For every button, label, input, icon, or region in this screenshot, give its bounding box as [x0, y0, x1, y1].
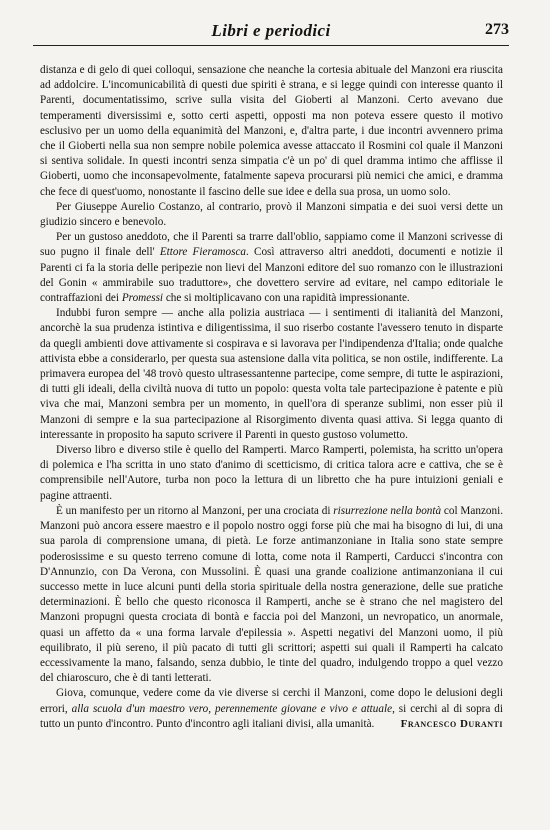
- paragraph: [40, 504, 503, 686]
- text-run: Per un gustoso aneddoto, che il Parenti sa trarre dall'oblio, sappiamo come il Manzoni scrivesse di suo pugno il finale dell': [40, 231, 503, 259]
- italic-title: Promessi: [121, 292, 164, 305]
- text-run: Giova, comunque, vedere come da vie diverse si cerchi il Manzoni, come dopo le delusioni degli errori,: [40, 687, 503, 715]
- paragraph: Indubbi furon sempre — anche alla polizia austriaca — i sentimenti di italianità del Manzoni, ancorchè la sua prudenza istintiva e diligentissima, il suo riserbo costante l'avessero tenuto in disparte da quegli ambienti dove attivamente si cospirava e si lavorava per l'indipendenza d'Italia; onde qualche attivista ebbe a considerarlo, per questa sua astensione dalla vita politica, se non ostile, indifferente. La primavera europea del '48 trovò questo ultrasessantenne partecipe, come sempre, di tutte le aspirazioni, di tutti gli ideali, della civiltà nuova di tutto un popolo: questa volta tale partecipazione è patente e più viva che mai, Manzoni sembra per un momento, in quell'ora di speranze sublimi, non esser più il Manzoni di sempre e la sua partecipazione al Risorgimento diventa quasi attiva. Si legga quanto di interessante in proposito ha saputo scrivere il Parenti in questo gustoso volumetto.: [40, 307, 503, 441]
- running-header: [33, 18, 509, 46]
- paragraph: [40, 230, 503, 306]
- running-title: Libri e periodici: [211, 21, 331, 40]
- text-run: col Manzoni. Manzoni può ancora essere maestro e il popolo nostro oggi forse più che mai ha bisogno di lui, di una sua parola di comprensione umana, di pietà. Le forze antimanzoniane in Italia sono state sempre poderosissime e su questo terreno comune di lotta, come nota il Ramperti, Carducci s'incontra con D'Annunzio, con Da Verona, con Mussolini. È quasi una grande coalizione antimanzoniana il cui successo mette in luce alcuni punti della storia spirituale della nostra generazione, delle sue pratiche determinazioni. È bello che questo riconosca il Ramperti, anche se è strano che nel magistero del Manzoni propugni questa crociata di bontà e faccia poi del Manzoni, un nevropatico, un anormale, quasi un affetto da « una forma larvale d'epilessia ». Aspetti negativi del Manzoni uomo, il più equilibrato, il più sereno, il più pacato di tutti gli scrittori; aspetti sui quali il Ramperti ha calcato eccessivamente la mano, falsando, senza dubbio, le tinte del quadro, indulgendo troppo a quel vezzo del chiaroscuro, che è di tanti letterati.: [40, 504, 503, 685]
- italic-title: Ettore Fieramosca: [159, 246, 247, 259]
- paragraph: distanza e di gelo di quei colloqui, sensazione che neanche la cortesia abituale del Manzoni era riuscita ad addolcire. L'incomunicabilità di questi due spiriti è strana, e si legge quindi con interesse quanto il Parenti, documentatissimo, scrive sulla visita del Gioberti al Manzoni. Certo avevano due temperamenti diversissimi e, sotto certi aspetti, opposti ma non poteva essere questo il motivo esclusivo per un uomo della equanimità del Manzoni, e, d'altra parte, i due incontri avvennero prima che il Gioberti nella sua non sempre nobile polemica avesse attaccato il Rosmini col quale il Manzoni si sentiva solidale. In questi incontri senza simpatia c'è un po' di quel dramma intimo che afflisse il Gioberti, uomo che inconsapevolmente, fatalmente sapeva procurarsi più nemici che amici, e dramma che fece di quest'uomo, nonostante il fascino delle sue idee e della sua prosa, un uomo solo.: [40, 64, 503, 198]
- text-run: È un manifesto per un ritorno al Manzoni, per una crociata di: [56, 504, 334, 517]
- text-run: , si cerchi al di sopra di tutto un punto d'incontro. Punto d'incontro agli italiani divisi, alla umanità.: [40, 702, 503, 730]
- header-rule: [33, 45, 509, 46]
- paragraph: Per Giuseppe Aurelio Costanzo, al contrario, provò il Manzoni simpatia e dei suoi versi dette un giudizio sincero e benevolo.: [40, 200, 503, 229]
- paragraph: Diverso libro e diverso stile è quello del Ramperti. Marco Ramperti, polemista, ha scritto un'opera di polemica e l'ha scritta in uno stato d'animo di scetticismo, di critica talora acre e cattiva, che se è comprensibile nell'Autore, turba non poco la lettura di un libretto che ha pure intuizioni geniali e pagine attraenti.: [40, 444, 503, 502]
- author-signature: Francesco Duranti: [400, 717, 503, 730]
- page-number: 273: [485, 21, 509, 38]
- text-run: . Così attraverso altri aneddoti, documenti e notizie il Parenti ci fa la storia delle peripezie non lievi del Manzoni editore del suo romanzo con le illustrazioni del Gonin « ammirabile suo traduttore», che dovettero servire ad evitare, nel campo editoriale le contraffazioni dei: [40, 246, 503, 305]
- italic-phrase: risurrezione nella bontà: [333, 504, 442, 517]
- italic-phrase: alla scuola d'un maestro vero, perennemente giovane e vivo e attuale: [71, 702, 393, 715]
- text-run: che si moltiplicavano con una rapidità impressionante.: [163, 292, 410, 305]
- article-body: [40, 63, 503, 732]
